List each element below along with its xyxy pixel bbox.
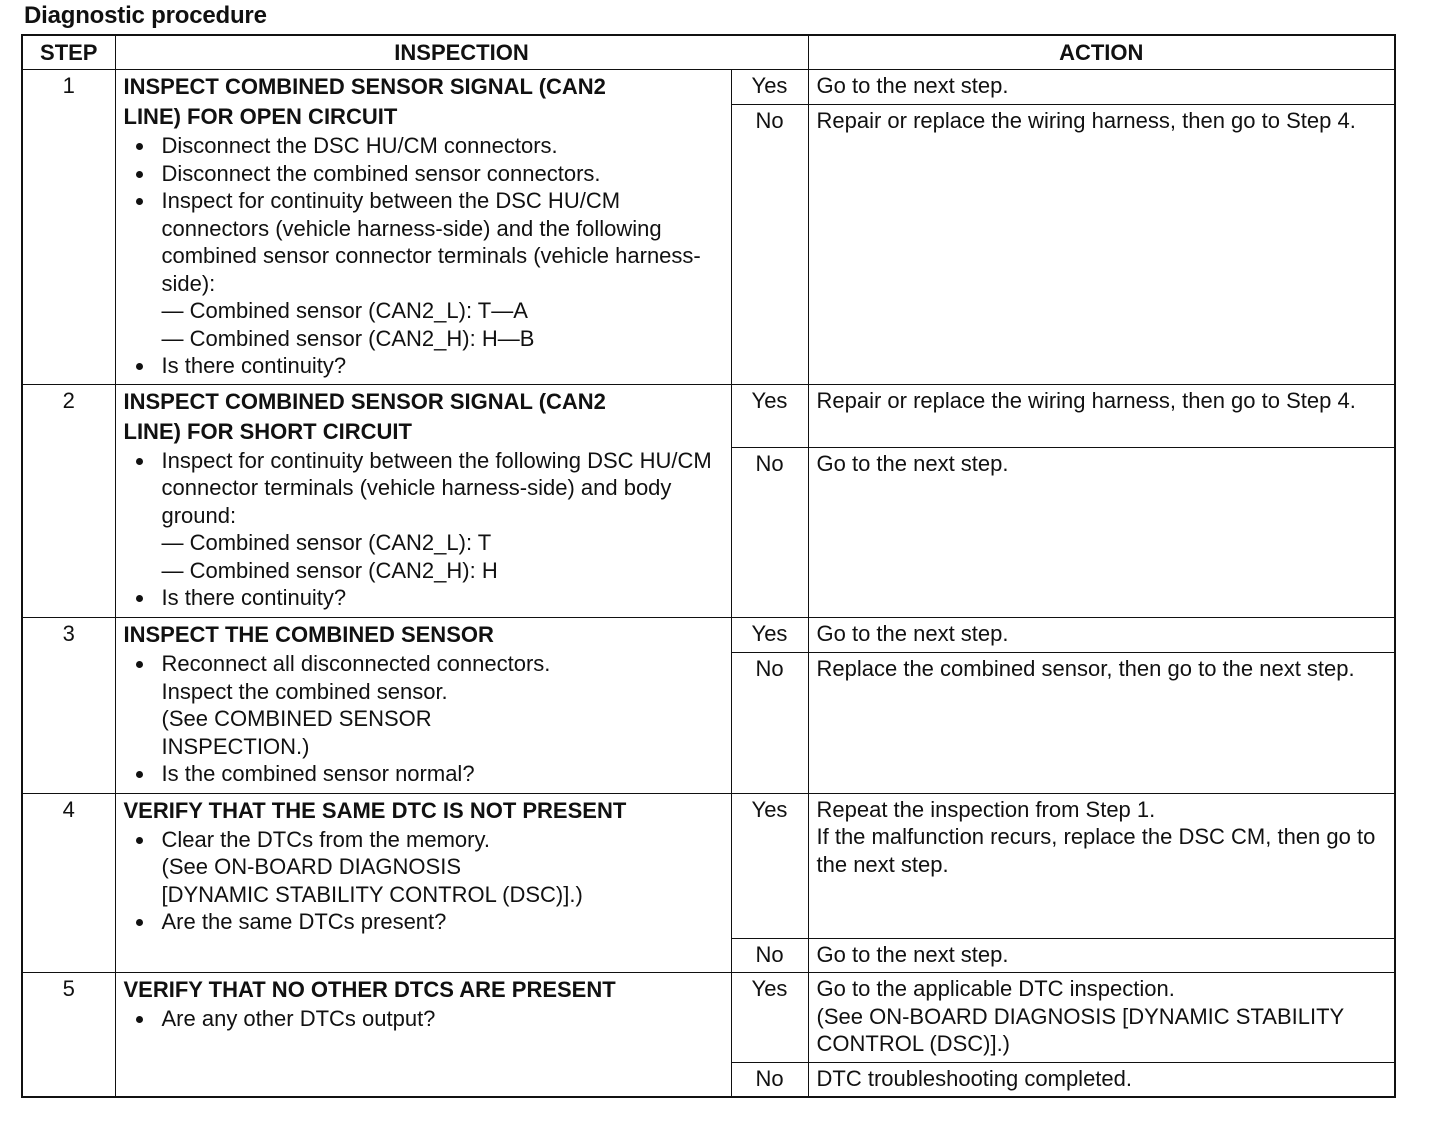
yes-label: Yes xyxy=(731,384,808,447)
inspection-heading xyxy=(124,796,723,826)
inspection-bullet xyxy=(124,908,723,936)
yes-label: Yes xyxy=(731,793,808,938)
yes-action xyxy=(808,793,1395,938)
action-line: Replace the combined sensor, then go to the next step. xyxy=(816,656,1355,682)
bullet-text: Clear the DTCs from the memory. xyxy=(161,826,490,852)
inspection-bullets xyxy=(124,132,723,380)
action-line: Repeat the inspection from Step 1. xyxy=(816,796,1156,822)
inspection-cell xyxy=(115,793,731,972)
bullet-subline: INSPECTION.) xyxy=(161,733,310,759)
inspection-heading-line: VERIFY THAT THE SAME DTC IS NOT PRESENT xyxy=(123,797,627,823)
bullet-text: Disconnect the DSC HU/CM connectors. xyxy=(161,133,558,158)
inspection-cell xyxy=(115,70,731,385)
no-action xyxy=(808,447,1395,617)
action-line: If the malfunction recurs, replace the DSC CM, then go to the next step. xyxy=(816,824,1376,877)
action-line: Repair or replace the wiring harness, then go to Step 4. xyxy=(816,108,1356,134)
inspection-bullet xyxy=(124,1005,723,1033)
yes-action xyxy=(808,618,1395,653)
action-line: Repair or replace the wiring harness, then go to Step 4. xyxy=(816,387,1356,413)
yes-action xyxy=(808,70,1395,105)
action-line: DTC troubleshooting completed. xyxy=(816,1066,1132,1092)
bullet-text: Are any other DTCs output? xyxy=(161,1006,436,1032)
no-action xyxy=(808,653,1395,793)
no-action xyxy=(808,939,1395,973)
bullet-text: Is there continuity? xyxy=(161,353,347,378)
inspection-bullets xyxy=(124,1005,723,1033)
inspection-heading-line: INSPECT COMBINED SENSOR SIGNAL (CAN2 xyxy=(123,74,606,99)
inspection-heading-line: LINE) FOR SHORT CIRCUIT xyxy=(123,418,412,444)
bullet-subline: — Combined sensor (CAN2_H): H—B xyxy=(161,325,535,351)
bullet-subline: [DYNAMIC STABILITY CONTROL (DSC)].) xyxy=(161,881,583,907)
step-row-yes xyxy=(22,618,1395,653)
bullet-text: Are the same DTCs present? xyxy=(161,909,447,935)
bullet-text: Inspect for continuity between the following DSC HU/CM connector terminals (vehicle harness-side) and body ground: xyxy=(161,447,712,528)
inspection-bullet xyxy=(124,132,723,160)
no-label: No xyxy=(731,105,808,385)
bullet-text: Inspect for continuity between the DSC HU/CM connectors (vehicle harness-side) and the following combined sensor connector terminals (vehicle harness-side): xyxy=(161,188,701,296)
step-row-yes xyxy=(22,793,1395,938)
inspection-bullets xyxy=(124,650,723,788)
step-number: 5 xyxy=(22,973,115,1097)
no-label: No xyxy=(731,653,808,793)
yes-action xyxy=(808,384,1395,447)
bullet-text: Is there continuity? xyxy=(161,585,347,611)
header-step: STEP xyxy=(22,35,115,70)
inspection-bullet xyxy=(124,447,723,585)
inspection-bullet xyxy=(124,160,723,188)
bullet-subline: — Combined sensor (CAN2_L): T xyxy=(161,530,492,556)
step-number: 1 xyxy=(22,70,115,385)
procedure-body xyxy=(22,70,1395,1098)
step-number: 4 xyxy=(22,793,115,972)
header-inspection: INSPECTION xyxy=(115,35,808,70)
no-label: No xyxy=(731,939,808,973)
inspection-cell xyxy=(115,973,731,1097)
inspection-heading-line: INSPECT THE COMBINED SENSOR xyxy=(123,622,494,648)
no-action xyxy=(808,105,1395,385)
yes-label: Yes xyxy=(731,70,808,105)
inspection-heading xyxy=(124,387,723,447)
inspection-bullet xyxy=(124,650,723,760)
inspection-heading-line: LINE) FOR OPEN CIRCUIT xyxy=(123,104,398,129)
no-label: No xyxy=(731,1063,808,1097)
diagnostic-procedure-table xyxy=(21,34,1396,1098)
yes-action xyxy=(808,973,1395,1063)
bullet-text: Is the combined sensor normal? xyxy=(161,761,475,787)
step-row-yes xyxy=(22,70,1395,105)
inspection-cell xyxy=(115,384,731,618)
action-line: Go to the next step. xyxy=(816,942,1009,968)
no-action xyxy=(808,1063,1395,1097)
step-row-yes xyxy=(22,384,1395,447)
step-row-yes xyxy=(22,973,1395,1063)
page-title: Diagnostic procedure xyxy=(24,2,267,29)
bullet-subline: — Combined sensor (CAN2_H): H xyxy=(161,557,498,583)
inspection-cell xyxy=(115,618,731,793)
header-action: ACTION xyxy=(808,35,1395,70)
inspection-bullet xyxy=(124,352,723,380)
no-label: No xyxy=(731,447,808,617)
yes-label: Yes xyxy=(731,973,808,1063)
action-line: Go to the next step. xyxy=(816,621,1009,647)
action-line: Go to the next step. xyxy=(816,450,1009,476)
inspection-heading xyxy=(124,975,723,1005)
action-line: Go to the applicable DTC inspection. xyxy=(816,976,1175,1002)
inspection-bullet xyxy=(124,584,723,612)
inspection-heading-line: INSPECT COMBINED SENSOR SIGNAL (CAN2 xyxy=(123,388,606,414)
bullet-subline: — Combined sensor (CAN2_L): T—A xyxy=(161,298,528,323)
inspection-bullets xyxy=(124,447,723,612)
action-line: Go to the next step. xyxy=(816,73,1009,98)
action-line: (See ON-BOARD DIAGNOSIS [DYNAMIC STABILITY CONTROL (DSC)].) xyxy=(816,1003,1344,1057)
inspection-heading xyxy=(124,72,723,132)
inspection-heading xyxy=(124,620,723,650)
yes-label: Yes xyxy=(731,618,808,653)
inspection-bullet xyxy=(124,826,723,909)
bullet-text: Reconnect all disconnected connectors. xyxy=(161,651,551,677)
bullet-subline: Inspect the combined sensor. xyxy=(161,678,448,704)
bullet-subline: (See ON-BOARD DIAGNOSIS xyxy=(161,854,462,880)
inspection-heading-line: VERIFY THAT NO OTHER DTCS ARE PRESENT xyxy=(123,977,616,1003)
bullet-subline: (See COMBINED SENSOR xyxy=(161,706,432,732)
inspection-bullets xyxy=(124,826,723,936)
header-row xyxy=(22,35,1395,70)
step-number: 2 xyxy=(22,384,115,618)
bullet-text: Disconnect the combined sensor connectors. xyxy=(161,160,601,186)
inspection-bullet xyxy=(124,187,723,352)
step-number: 3 xyxy=(22,618,115,793)
inspection-bullet xyxy=(124,760,723,788)
